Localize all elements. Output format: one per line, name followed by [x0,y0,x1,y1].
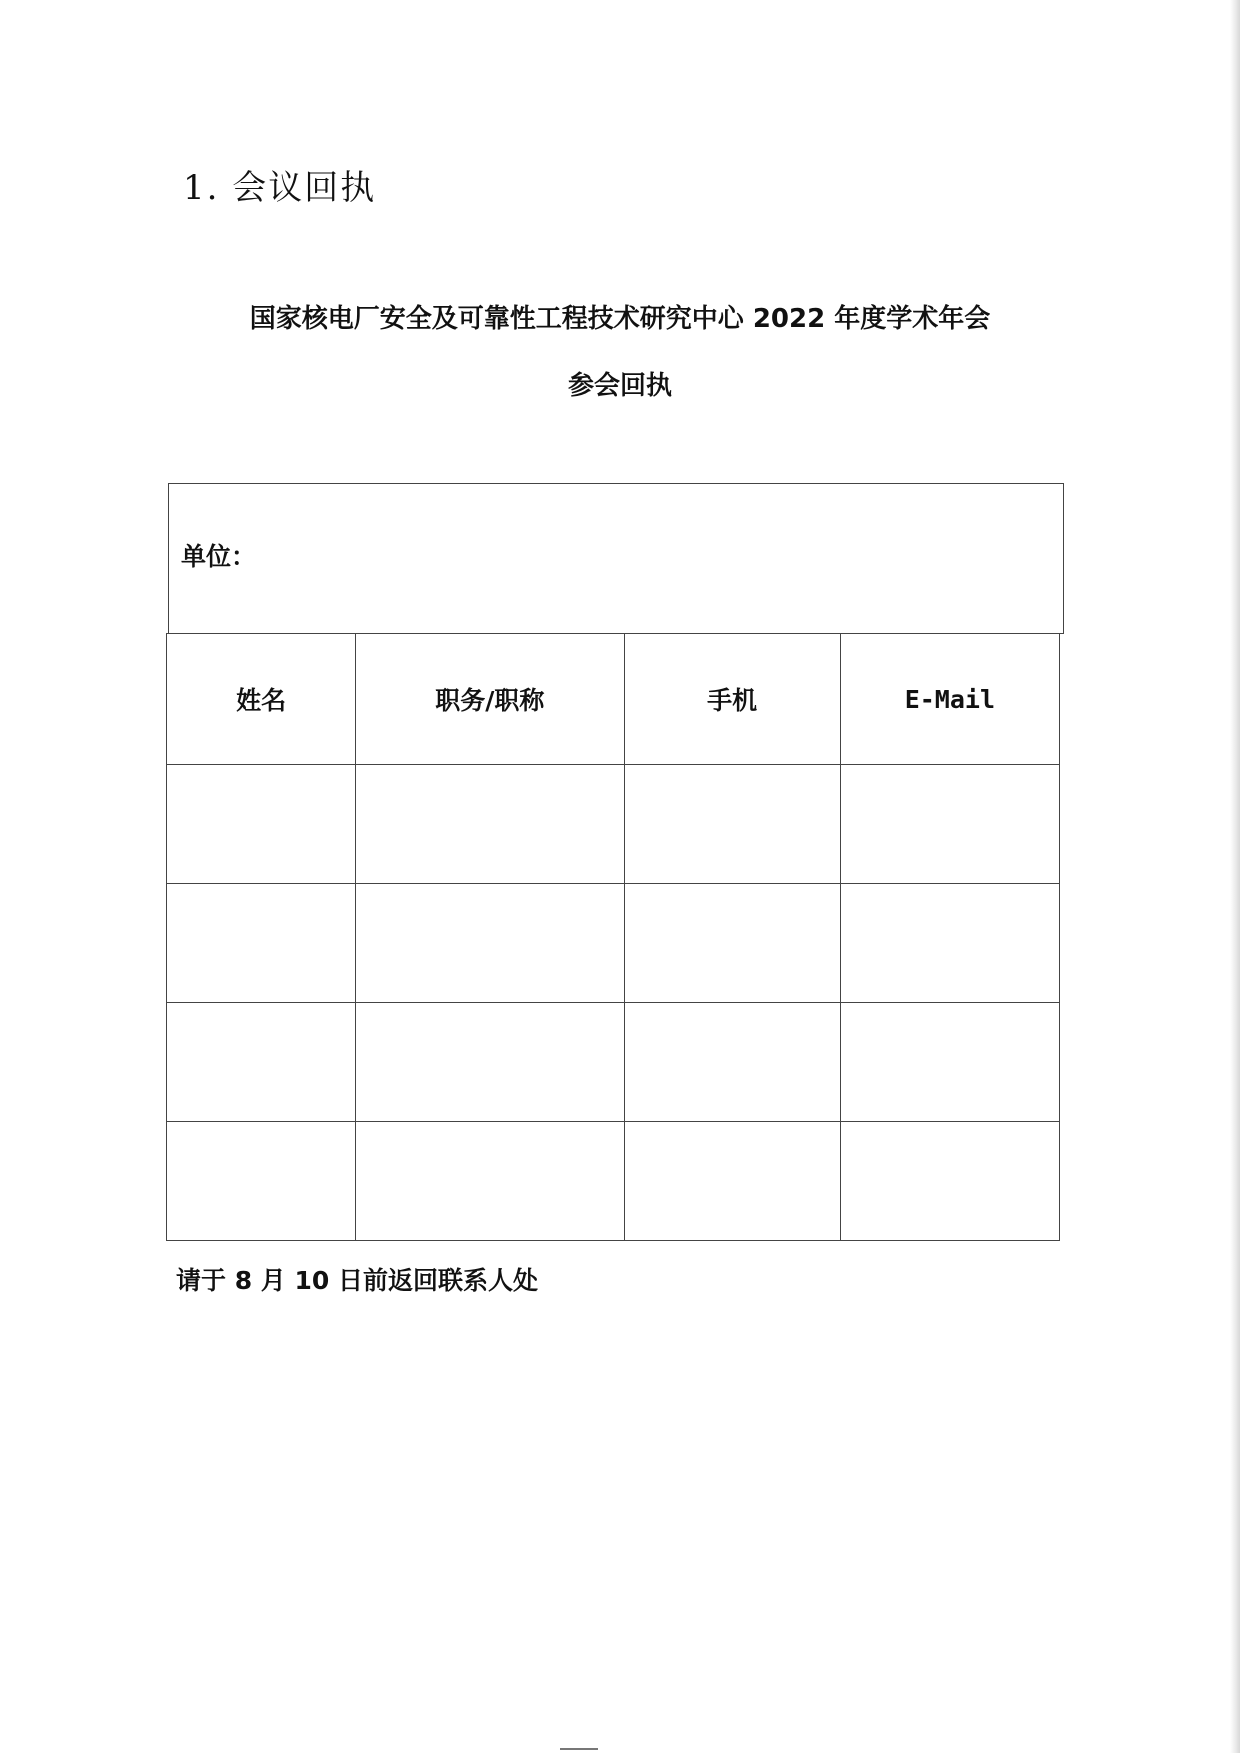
cell-position-title[interactable] [356,884,624,1003]
cell-name[interactable] [167,765,356,884]
cell-name[interactable] [167,1003,356,1122]
table-row [167,765,1060,884]
scan-mark [560,1748,598,1750]
cell-mobile[interactable] [624,1122,840,1241]
cell-email[interactable] [840,765,1059,884]
return-deadline-note: 请于 8 月 10 日前返回联系人处 [176,1266,539,1295]
cell-mobile[interactable] [624,765,840,884]
table-row [167,1122,1060,1241]
page-edge-shadow [1230,0,1240,1753]
cell-position-title[interactable] [356,1122,624,1241]
cell-mobile[interactable] [624,1003,840,1122]
header-name: 姓名 [167,634,356,765]
cell-position-title[interactable] [356,1003,624,1122]
table-header-row [167,634,1060,765]
section-heading: 1. 会议回执 [183,168,377,208]
cell-mobile[interactable] [624,884,840,1003]
header-email: E-Mail [840,634,1059,765]
table-row [167,884,1060,1003]
unit-field-box[interactable] [168,483,1064,634]
cell-email[interactable] [840,884,1059,1003]
table-row [167,1003,1060,1122]
cell-email[interactable] [840,1122,1059,1241]
header-mobile: 手机 [624,634,840,765]
cell-position-title[interactable] [356,765,624,884]
cell-name[interactable] [167,1122,356,1241]
cell-email[interactable] [840,1003,1059,1122]
unit-label: 单位： [181,542,257,571]
cell-name[interactable] [167,884,356,1003]
attendee-table [166,633,1060,1241]
document-title: 国家核电厂安全及可靠性工程技术研究中心 2022 年度学术年会 [249,304,991,334]
document-subtitle: 参会回执 [567,371,672,401]
header-position-title: 职务/职称 [356,634,624,765]
